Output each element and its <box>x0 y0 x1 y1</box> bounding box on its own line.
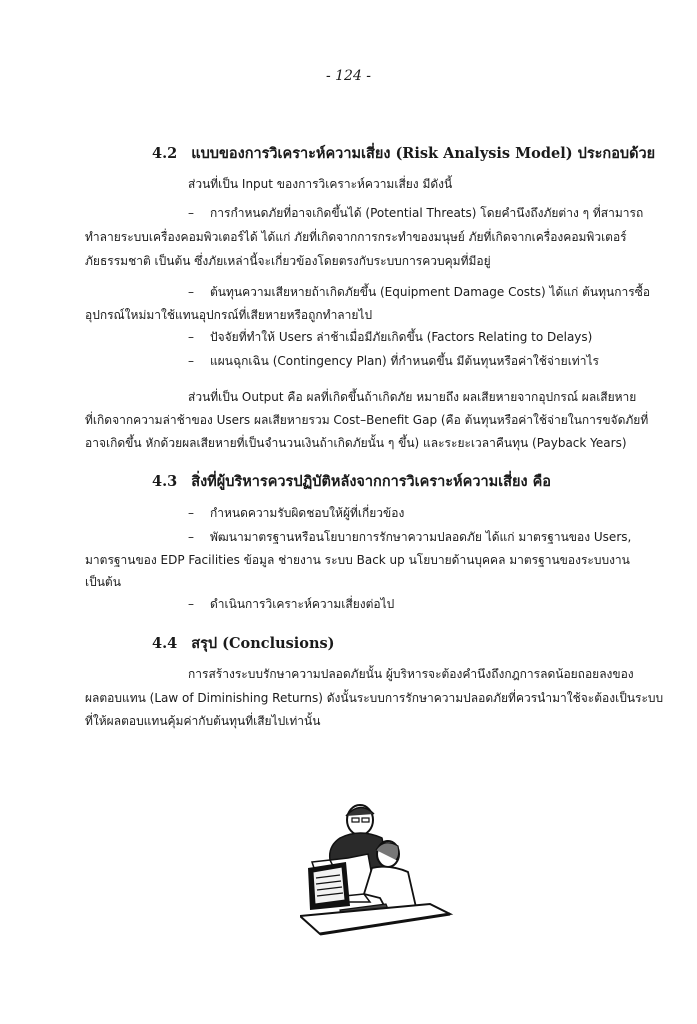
bullet-contingency-plan: – แผนฉุกเฉิน (Contingency Plan) ที่กำหนดขึ้น มีต้นทุนหรือค่าใช้จ่ายเท่าไร <box>188 354 599 368</box>
bullet-dash: – <box>188 597 194 611</box>
people-at-computer-icon <box>300 798 460 938</box>
conclusion-paragraph-cont: ผลตอบแทน (Law of Diminishing Returns) ดังนั้นระบบการรักษาความปลอดภัยที่ควรนำมาใช้จะต้องเป็นระบบ <box>85 691 664 705</box>
section-number: 4.3 <box>152 473 178 490</box>
section-title: แบบของการวิเคราะห์ความเสี่ยง (Risk Analysis Model) ประกอบด้วย <box>191 145 656 162</box>
item-assign-responsibility: – กำหนดความรับผิดชอบให้ผู้ที่เกี่ยวข้อง <box>188 506 405 520</box>
input-intro: ส่วนที่เป็น Input ของการวิเคราะห์ความเสี่ยง มีดังนี้ <box>188 177 453 191</box>
section-4-3-heading <box>152 470 551 493</box>
section-number: 4.4 <box>152 635 178 652</box>
section-title: สรุป (Conclusions) <box>191 635 335 652</box>
conclusion-paragraph-cont: ที่ให้ผลตอบแทนคุ้มค่ากับต้นทุนที่เสียไปเท่านั้น <box>85 714 321 728</box>
bullet-dash: – <box>188 330 194 344</box>
section-4-2-heading <box>152 142 655 165</box>
output-paragraph: ส่วนที่เป็น Output คือ ผลที่เกิดขึ้นถ้าเกิดภัย หมายถึง ผลเสียหายจากอุปกรณ์ ผลเสียหาย <box>188 390 637 404</box>
section-4-4-heading <box>152 632 335 655</box>
bullet-damage-costs: – ต้นทุนความเสียหายถ้าเกิดภัยขึ้น (Equipment Damage Costs) ได้แก่ ต้นทุนการซื้อ <box>188 285 651 299</box>
bullet-potential-threats-cont: ทำลายระบบเครื่องคอมพิวเตอร์ได้ ได้แก่ ภัยที่เกิดจากการกระทำของมนุษย์ ภัยที่เกิดจากเครื่องคอมพิวเตอร์ <box>85 230 627 244</box>
bullet-damage-costs-cont: อุปกรณ์ใหม่มาใช้แทนอุปกรณ์ที่เสียหายหรือถูกทำลายไป <box>85 308 373 322</box>
bullet-dash: – <box>188 506 194 520</box>
bullet-potential-threats-cont: ภัยธรรมชาติ เป็นต้น ซึ่งภัยเหล่านี้จะเกี่ยวข้องโดยตรงกับระบบการควบคุมที่มีอยู่ <box>85 254 491 268</box>
page-number: - 124 - <box>325 68 372 84</box>
bullet-dash: – <box>188 206 194 220</box>
bullet-dash: – <box>188 354 194 368</box>
output-paragraph-cont: อาจเกิดขึ้น หักด้วยผลเสียหายที่เป็นจำนวนเงินถ้าเกิดภัยนั้น ๆ ขึ้น) และระยะเวลาคืนทุน (Payback Years) <box>85 436 627 450</box>
bullet-dash: – <box>188 530 194 544</box>
bullet-dash: – <box>188 285 194 299</box>
item-continue-analysis: – ดำเนินการวิเคราะห์ความเสี่ยงต่อไป <box>188 597 395 611</box>
section-title: สิ่งที่ผู้บริหารควรปฏิบัติหลังจากการวิเคราะห์ความเสี่ยง คือ <box>191 473 551 490</box>
output-paragraph-cont: ที่เกิดจากความล่าช้าของ Users ผลเสียหายรวม Cost–Benefit Gap (คือ ต้นทุนหรือค่าใช้จ่ายในการขจัดภัยที่ <box>85 413 649 427</box>
bullet-delays: – ปัจจัยที่ทำให้ Users ล่าช้าเมื่อมีภัยเกิดขึ้น (Factors Relating to Delays) <box>188 330 593 344</box>
item-develop-standards-cont: มาตรฐานของ EDP Facilities ข้อมูล ช่ายงาน ระบบ Back up นโยบายด้านบุคคล มาตรฐานของระบบงาน <box>85 553 630 567</box>
item-develop-standards-cont: เป็นต้น <box>85 575 121 589</box>
bullet-potential-threats: – การกำหนดภัยที่อาจเกิดขึ้นได้ (Potential Threats) โดยคำนึงถึงภัยต่าง ๆ ที่สามารถ <box>188 206 644 220</box>
item-develop-standards: – พัฒนามาตรฐานหรือนโยบายการรักษาความปลอดภัย ได้แก่ มาตรฐานของ Users, <box>188 530 632 544</box>
conclusion-paragraph: การสร้างระบบรักษาความปลอดภัยนั้น ผู้บริหารจะต้องคำนึงถึงกฎการลดน้อยถอยลงของ <box>188 667 634 681</box>
section-number: 4.2 <box>152 145 178 162</box>
